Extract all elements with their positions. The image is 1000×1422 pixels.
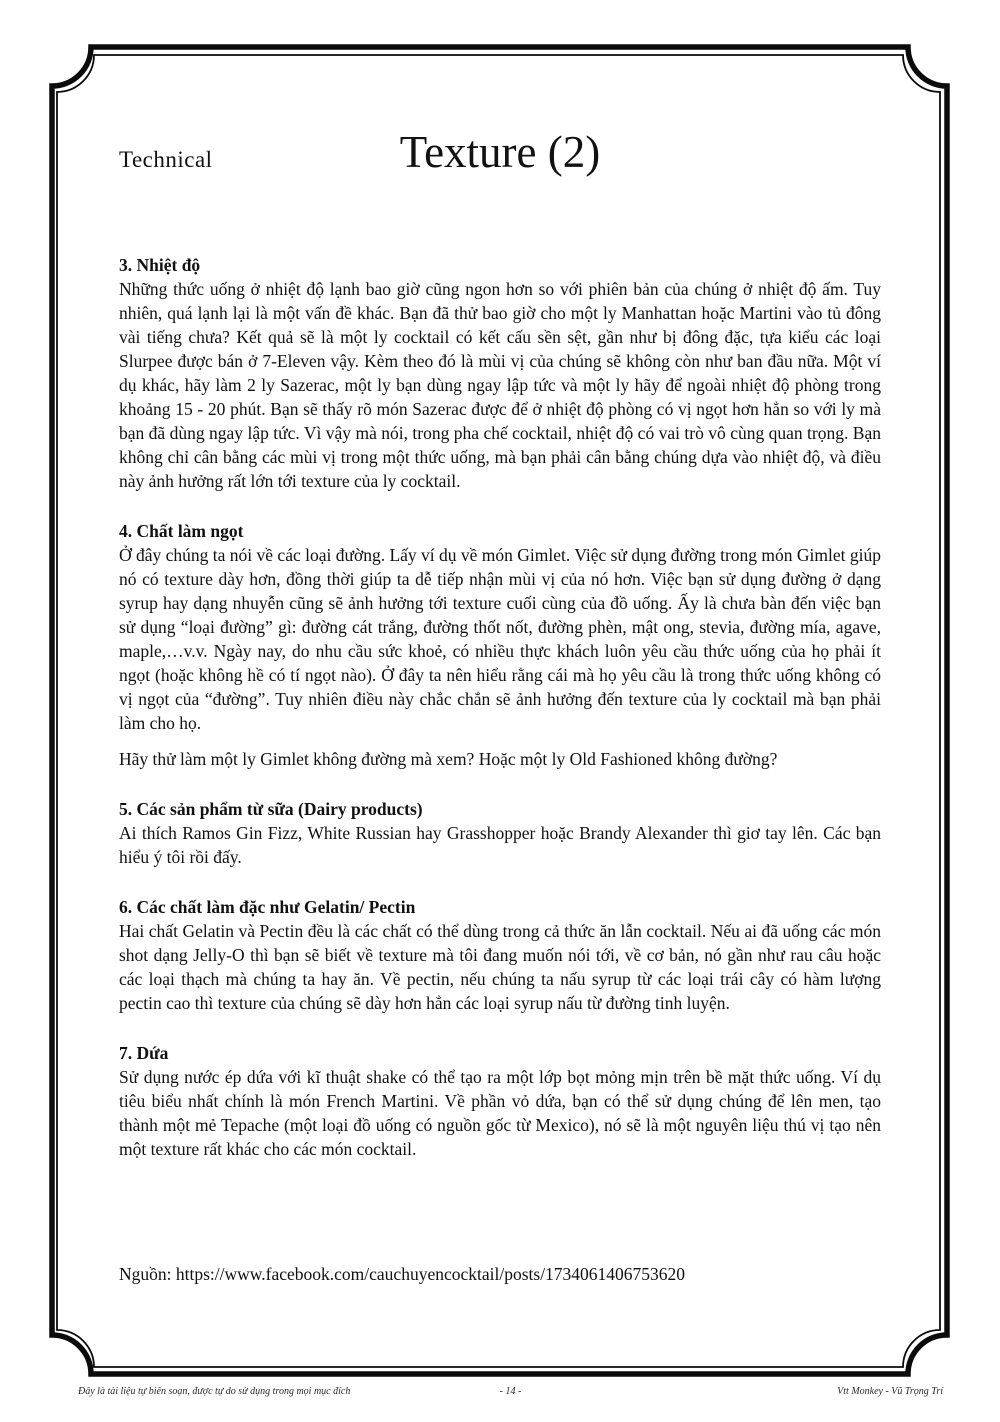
page-number: - 14 - [499, 1386, 522, 1397]
page-footer [78, 1386, 943, 1404]
section-heading: 6. Các chất làm đặc như Gelatin/ Pectin [119, 897, 416, 917]
footer-author: Vtt Monkey - Vũ Trọng Trí [837, 1386, 943, 1397]
section-heading: 4. Chất làm ngọt [119, 521, 244, 541]
section-gelatin-pectin [119, 895, 881, 1015]
footer-note: Đây là tài liệu tự biên soạn, được tự do sử dụng trong mọi mục đích [78, 1386, 351, 1397]
section-paragraph: Ở đây chúng ta nói về các loại đường. Lấy ví dụ về món Gimlet. Việc sử dụng đường trong món Gimlet giúp nó có texture dày hơn, đồng thời giúp ta dễ tiếp nhận mùi vị của nó hơn. Việc bạn sử dụng đường ở dạng syrup hay dạng nhuyễn cũng sẽ ảnh hưởng tới texture cuối cùng của đồ uống. Ấy là chưa bàn đến việc bạn sử dụng “loại đường” gì: đường cát trắng, đường thốt nốt, đường phèn, mật ong, stevia, đường mía, agave, maple,…v.v. Ngày nay, do nhu cầu sức khoẻ, có nhiều thực khách luôn yêu cầu thức uống của họ phải ít ngọt (hoặc không hề có tí ngọt nào). Ở đây ta nên hiểu rằng cái mà họ yêu cầu là trong thức uống không có vị ngọt của “đường”. Tuy nhiên điều này chắc chắn sẽ ảnh hưởng đến texture của ly cocktail mà bạn phải làm cho họ. [119, 545, 881, 733]
source-label: Nguồn: [119, 1264, 172, 1284]
section-paragraph: Hãy thử làm một ly Gimlet không đường mà xem? Hoặc một ly Old Fashioned không đường? [119, 749, 778, 769]
source-url: https://www.facebook.com/cauchuyencocktail/posts/1734061406753620 [175, 1264, 686, 1284]
section-pineapple [119, 1041, 881, 1161]
section-paragraph: Ai thích Ramos Gin Fizz, White Russian hay Grasshopper hoặc Brandy Alexander thì giơ tay lên. Các bạn hiểu ý tôi rồi đấy. [119, 823, 881, 867]
page-header [119, 120, 881, 195]
section-heading: 3. Nhiệt độ [119, 255, 201, 275]
section-heading: 7. Dứa [119, 1043, 169, 1063]
header-category-label: Technical [119, 147, 213, 172]
section-paragraph: Những thức uống ở nhiệt độ lạnh bao giờ cũng ngon hơn so với phiên bản của chúng ở nhiệt độ ấm. Tuy nhiên, quá lạnh lại là một vấn đề khác. Bạn đã thử bao giờ cho một ly Manhattan hoặc Martini vào tủ đông vài tiếng chưa? Kết quả sẽ là một ly cocktail có kết cấu sền sệt, gần như bị đông đặc, tựa kiểu các loại Slurpee được bán ở 7-Eleven vậy. Kèm theo đó là mùi vị của chúng sẽ không còn như ban đầu nữa. Một ví dụ khác, hãy làm 2 ly Sazerac, một ly bạn dùng ngay lập tức và một ly hãy để ngoài nhiệt độ phòng trong khoảng 15 - 20 phút. Bạn sẽ thấy rõ món Sazerac được để ở nhiệt độ phòng có vị ngọt hơn hẳn so với ly mà bạn đã dùng ngay lập tức. Vì vậy mà nói, trong pha chế cocktail, nhiệt độ có vai trò vô cùng quan trọng. Bạn không chỉ cân bằng các mùi vị trong một thức uống, mà bạn phải cân bằng chúng dựa vào nhiệt độ, và điều này ảnh hưởng rất lớn tới texture của ly cocktail. [119, 279, 881, 491]
section-sweeteners [119, 519, 881, 771]
page-content [119, 120, 881, 1161]
section-temperature [119, 253, 881, 493]
section-paragraph: Hai chất Gelatin và Pectin đều là các chất có thể dùng trong cả thức ăn lẫn cocktail. Nếu ai đã uống các món shot dạng Jelly-O thì bạn sẽ biết về texture mà tôi đang muốn nói tới, về cơ bản, nó gần như rau câu hoặc các loại thạch mà chúng ta hay ăn. Về pectin, nếu chúng ta nấu syrup từ các loại trái cây có hàm lượng pectin cao thì texture của chúng sẽ dày hơn hẳn các loại syrup nấu từ đường tinh luyện. [119, 921, 881, 1013]
section-paragraph: Sử dụng nước ép dứa với kĩ thuật shake có thể tạo ra một lớp bọt mỏng mịn trên bề mặt thức uống. Ví dụ tiêu biểu nhất chính là món French Martini. Về phần vỏ dứa, bạn có thể sử dụng chúng để lên men, tạo thành một mẻ Tepache (một loại đồ uống có nguồn gốc từ Mexico), nó sẽ là một nguyên liệu thú vị tạo nên một texture rất khác cho các món cocktail. [119, 1067, 881, 1159]
section-dairy-products [119, 797, 881, 869]
page-title: Texture (2) [399, 127, 601, 177]
section-heading: 5. Các sản phẩm từ sữa (Dairy products) [119, 799, 423, 819]
source-line [119, 1262, 919, 1286]
document-body [119, 253, 881, 1161]
